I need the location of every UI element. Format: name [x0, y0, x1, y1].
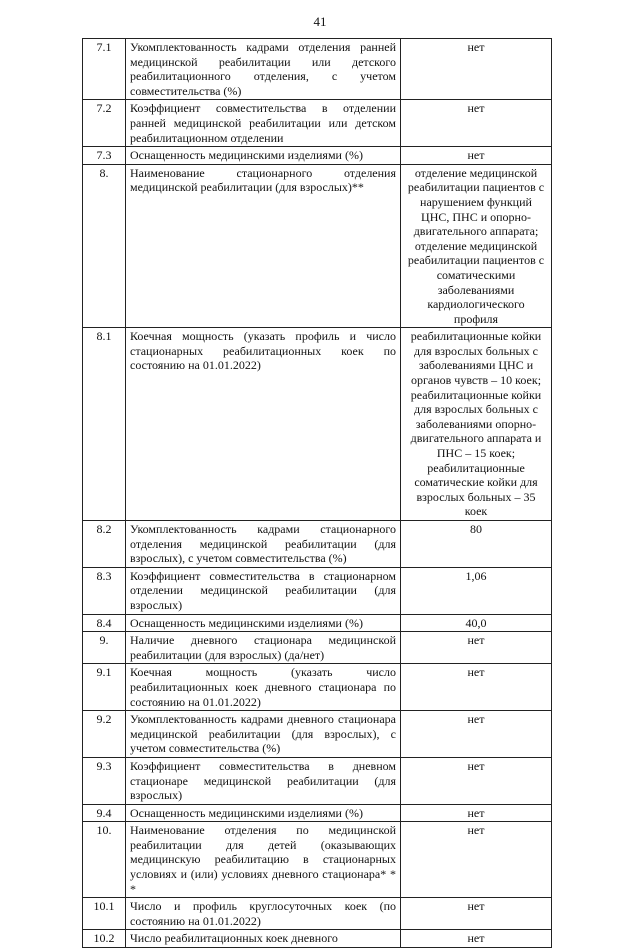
row-value: нет: [401, 898, 552, 930]
row-value: 1,06: [401, 567, 552, 614]
row-number: 8.3: [83, 567, 126, 614]
row-description: Коэффициент совместительства в стационарном отделении медицинской реабилитации (для взрослых): [126, 567, 401, 614]
table-row: [83, 147, 552, 165]
row-value: нет: [401, 711, 552, 758]
row-number: 7.2: [83, 100, 126, 147]
row-number: 9.4: [83, 804, 126, 822]
row-number: 9.1: [83, 664, 126, 711]
row-number: 10.: [83, 822, 126, 898]
row-number: 9.2: [83, 711, 126, 758]
row-value: 80: [401, 521, 552, 568]
table-row: [83, 614, 552, 632]
table-row: [83, 632, 552, 664]
table-row: [83, 521, 552, 568]
row-number: 7.3: [83, 147, 126, 165]
row-description: Коэффициент совместительства в дневном стационаре медицинской реабилитации (для взрослых): [126, 757, 401, 804]
table-row: [83, 898, 552, 930]
table-row: [83, 804, 552, 822]
table-row: [83, 757, 552, 804]
row-description: Оснащенность медицинскими изделиями (%): [126, 614, 401, 632]
row-value: нет: [401, 757, 552, 804]
table-row: [83, 930, 552, 948]
table-row: [83, 664, 552, 711]
row-value: реабилитационные койки для взрослых больных с заболеваниями ЦНС и органов чувств – 10 коек; реабилитационные койки для взрослых больных с заболеваниями опорно-двигательного аппарата и ПНС – 15 коек; реабилитационные соматические койки для взрослых больных – 35 коек: [401, 328, 552, 521]
row-description: Наличие дневного стационара медицинской реабилитации (для взрослых) (да/нет): [126, 632, 401, 664]
row-description: Коечная мощность (указать профиль и число стационарных реабилитационных коек по состоянию на 01.01.2022): [126, 328, 401, 521]
row-description: Оснащенность медицинскими изделиями (%): [126, 147, 401, 165]
table-row: [83, 39, 552, 100]
row-value: нет: [401, 930, 552, 948]
row-description: Наименование отделения по медицинской реабилитации для детей (оказывающих медицинскую реабилитацию в стационарных условиях и (или) условиях дневного стационара* * *: [126, 822, 401, 898]
row-description: Число реабилитационных коек дневного: [126, 930, 401, 948]
row-number: 8.4: [83, 614, 126, 632]
table-row: [83, 328, 552, 521]
row-value: нет: [401, 822, 552, 898]
row-value: нет: [401, 147, 552, 165]
row-number: 8.: [83, 164, 126, 328]
row-description: Укомплектованность кадрами отделения ранней медицинской реабилитации или детского реабилитационного отделения, с учетом совместительства (%): [126, 39, 401, 100]
table-row: [83, 567, 552, 614]
row-description: Наименование стационарного отделения медицинской реабилитации (для взрослых)**: [126, 164, 401, 328]
row-description: Число и профиль круглосуточных коек (по состоянию на 01.01.2022): [126, 898, 401, 930]
row-value: нет: [401, 664, 552, 711]
page-number: 41: [313, 14, 327, 29]
row-number: 10.1: [83, 898, 126, 930]
row-value: нет: [401, 804, 552, 822]
table-row: [83, 822, 552, 898]
row-description: Укомплектованность кадрами стационарного отделения медицинской реабилитации (для взрослых), с учетом совместительства (%): [126, 521, 401, 568]
row-description: Коечная мощность (указать число реабилитационных коек дневного стационара по состоянию на 01.01.2022): [126, 664, 401, 711]
row-value: 40,0: [401, 614, 552, 632]
table-row: [83, 164, 552, 328]
row-number: 8.1: [83, 328, 126, 521]
table-row: [83, 100, 552, 147]
row-description: Коэффициент совместительства в отделении ранней медицинской реабилитации или детском реабилитационном отделении: [126, 100, 401, 147]
row-number: 10.2: [83, 930, 126, 948]
table-row: [83, 711, 552, 758]
row-number: 7.1: [83, 39, 126, 100]
row-value: нет: [401, 39, 552, 100]
table-body: [83, 39, 552, 948]
row-value: нет: [401, 100, 552, 147]
row-number: 9.3: [83, 757, 126, 804]
row-number: 8.2: [83, 521, 126, 568]
row-description: Укомплектованность кадрами дневного стационара медицинской реабилитации (для взрослых), с учетом совместительства (%): [126, 711, 401, 758]
row-value: нет: [401, 632, 552, 664]
rehabilitation-table: [82, 38, 552, 948]
row-description: Оснащенность медицинскими изделиями (%): [126, 804, 401, 822]
row-number: 9.: [83, 632, 126, 664]
row-value: отделение медицинской реабилитации пациентов с нарушением функций ЦНС, ПНС и опорно-двигательного аппарата; отделение медицинской реабилитации пациентов с соматическими заболеваниями кардиологического профиля: [401, 164, 552, 328]
